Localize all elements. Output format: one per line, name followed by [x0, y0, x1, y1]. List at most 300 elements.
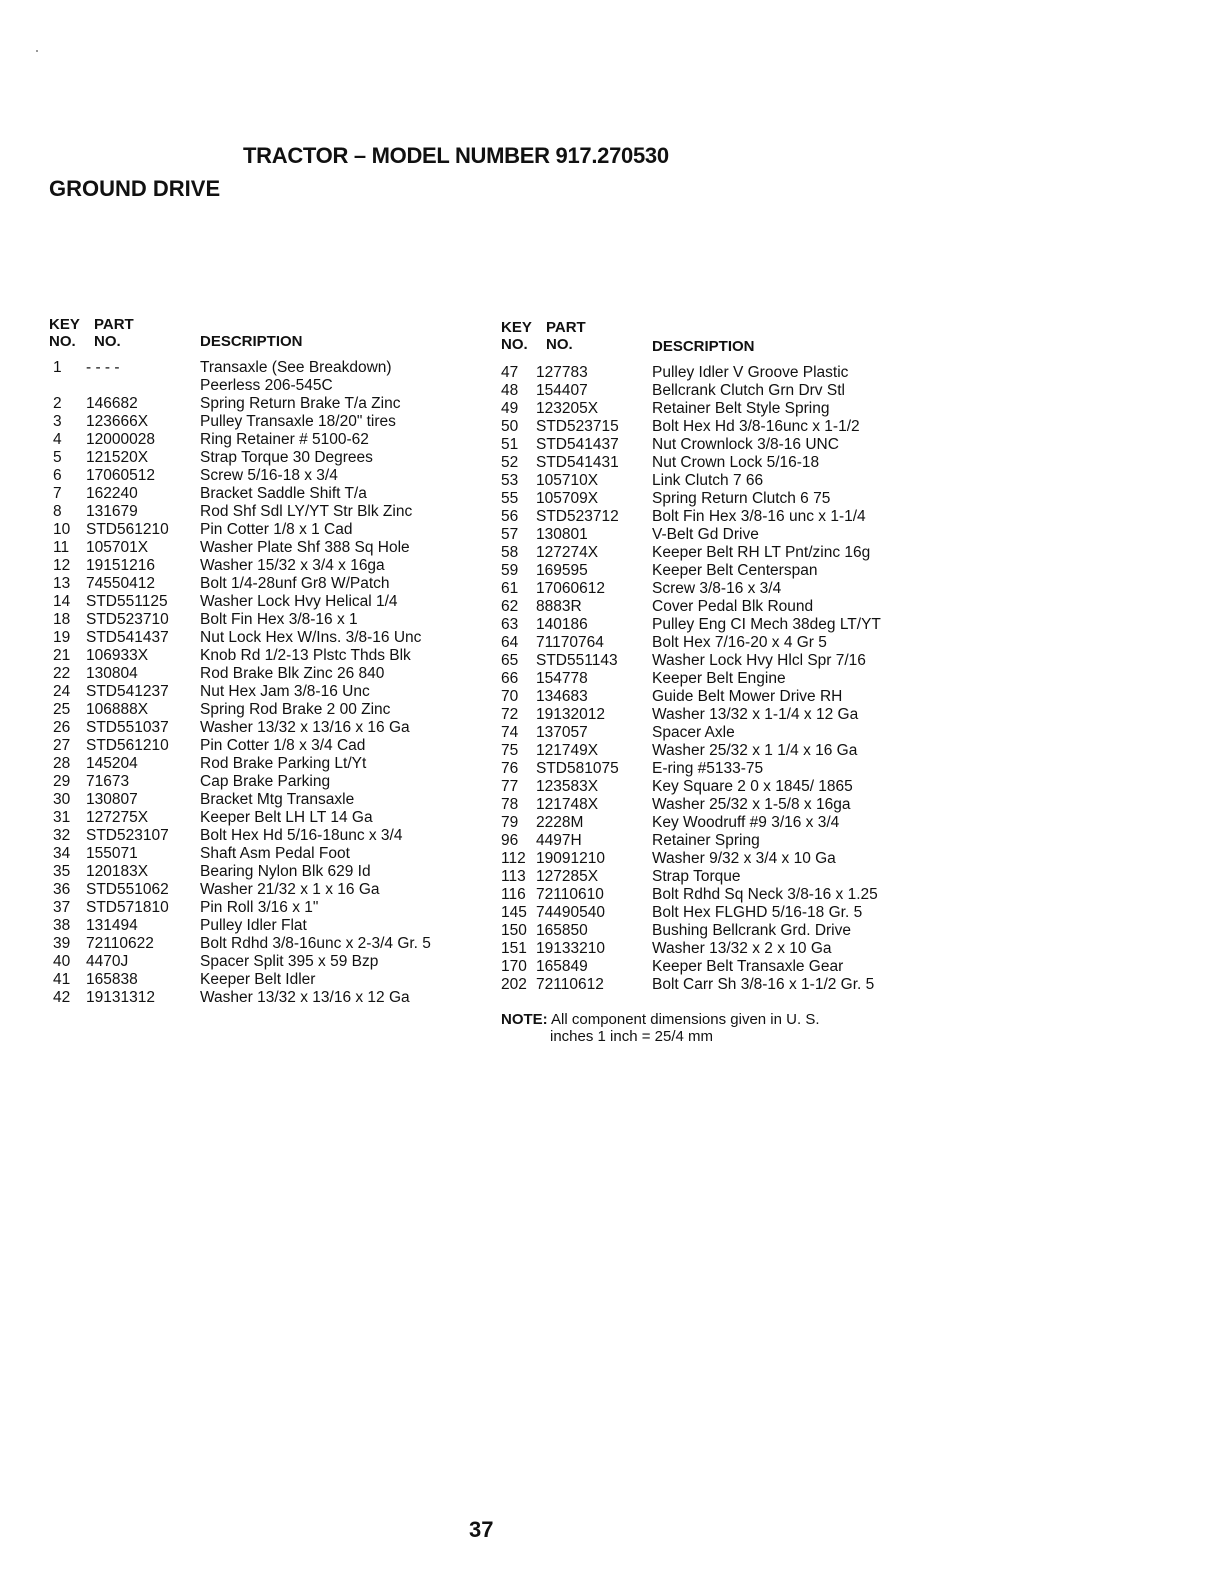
part-no: 162240: [86, 485, 138, 502]
part-no: 72110622: [86, 935, 154, 952]
table-row: [49, 863, 489, 881]
key-no: 75: [501, 742, 519, 759]
parts-list-left: [49, 359, 489, 1007]
description: Guide Belt Mower Drive RH: [652, 688, 843, 705]
part-no: 165849: [536, 958, 588, 975]
table-row: [49, 845, 489, 863]
description: Spring Rod Brake 2 00 Zinc: [200, 701, 391, 718]
table-row: [501, 796, 921, 814]
description: Keeper Belt Engine: [652, 670, 786, 687]
table-row: [49, 395, 489, 413]
table-row: [501, 634, 921, 652]
table-row: [501, 814, 921, 832]
table-row: [501, 400, 921, 418]
table-row: [501, 832, 921, 850]
part-no: 123583X: [536, 778, 599, 795]
table-row: [49, 809, 489, 827]
table-row: [501, 850, 921, 868]
part-no: 17060612: [536, 580, 605, 597]
key-no: 70: [501, 688, 519, 705]
header-key-right: [501, 319, 532, 353]
description: Rod Brake Blk Zinc 26 840: [200, 665, 385, 682]
table-row: [49, 503, 489, 521]
part-no: 165850: [536, 922, 588, 939]
key-no: 8: [53, 503, 62, 520]
table-row: [49, 953, 489, 971]
description: Keeper Belt Idler: [200, 971, 316, 988]
key-no: 61: [501, 580, 519, 597]
part-no: 165838: [86, 971, 138, 988]
key-no: 14: [53, 593, 71, 610]
key-no: 76: [501, 760, 519, 777]
description: Washer 13/32 x 1-1/4 x 12 Ga: [652, 706, 859, 723]
description: Retainer Spring: [652, 832, 760, 849]
description: Link Clutch 7 66: [652, 472, 764, 489]
part-no: STD541437: [86, 629, 169, 646]
part-no: STD551037: [86, 719, 169, 736]
key-no: 32: [53, 827, 71, 844]
key-no: 112: [501, 850, 526, 867]
table-row: [501, 454, 921, 472]
description: Bolt 1/4-28unf Gr8 W/Patch: [200, 575, 390, 592]
description: Key Woodruff #9 3/16 x 3/4: [652, 814, 840, 831]
table-row: [49, 557, 489, 575]
description: Bearing Nylon Blk 629 Id: [200, 863, 371, 880]
description: Keeper Belt Transaxle Gear: [652, 958, 844, 975]
part-no: 19091210: [536, 850, 605, 867]
table-row: [501, 580, 921, 598]
key-no: 24: [53, 683, 71, 700]
key-no: 116: [501, 886, 526, 903]
key-no: 151: [501, 940, 527, 957]
part-no: 120183X: [86, 863, 149, 880]
table-row: [501, 598, 921, 616]
table-row: [501, 418, 921, 436]
key-no: 1: [53, 359, 62, 376]
description: Bracket Saddle Shift T/a: [200, 485, 367, 502]
part-no: 106888X: [86, 701, 149, 718]
description: Washer 25/32 x 1 1/4 x 16 Ga: [652, 742, 858, 759]
key-no: 28: [53, 755, 71, 772]
description: Ring Retainer # 5100-62: [200, 431, 369, 448]
part-no: STD571810: [86, 899, 169, 916]
header-key-label: KEY: [501, 319, 532, 336]
description: Pulley Idler V Groove Plastic: [652, 364, 849, 381]
table-row: [501, 760, 921, 778]
part-no: 130807: [86, 791, 138, 808]
part-no: 105701X: [86, 539, 149, 556]
table-row: [49, 773, 489, 791]
table-row: [49, 881, 489, 899]
part-no: STD551062: [86, 881, 169, 898]
table-row: [501, 706, 921, 724]
description: Spacer Axle: [652, 724, 735, 741]
header-part-right: [546, 319, 586, 353]
part-no: 17060512: [86, 467, 155, 484]
key-no: 30: [53, 791, 71, 808]
header-no-label: NO.: [501, 336, 528, 353]
key-no: 150: [501, 922, 527, 939]
description: Washer Lock Hvy Hlcl Spr 7/16: [652, 652, 866, 669]
key-no: 51: [501, 436, 519, 453]
part-no: STD561210: [86, 737, 169, 754]
key-no: 29: [53, 773, 71, 790]
key-no: 31: [53, 809, 71, 826]
description: Bolt Rdhd Sq Neck 3/8-16 x 1.25: [652, 886, 878, 903]
description: Knob Rd 1/2-13 Plstc Thds Blk: [200, 647, 411, 664]
part-no: 154407: [536, 382, 588, 399]
part-no: 74490540: [536, 904, 605, 921]
part-no: 2228M: [536, 814, 584, 831]
key-no: 55: [501, 490, 519, 507]
part-no: 145204: [86, 755, 138, 772]
part-no: 4470J: [86, 953, 129, 970]
description: Keeper Belt LH LT 14 Ga: [200, 809, 373, 826]
part-no: 140186: [536, 616, 588, 633]
part-no: 123666X: [86, 413, 149, 430]
description: Screw 3/8-16 x 3/4: [652, 580, 782, 597]
header-no-label: NO.: [94, 333, 121, 350]
part-no: 121748X: [536, 796, 599, 813]
key-no: 113: [501, 868, 526, 885]
header-description-right: DESCRIPTION: [652, 338, 755, 355]
description: Washer Lock Hvy Helical 1/4: [200, 593, 398, 610]
part-no: 71170764: [536, 634, 604, 651]
key-no: 4: [53, 431, 62, 448]
description: Washer 9/32 x 3/4 x 10 Ga: [652, 850, 836, 867]
table-row: [49, 359, 489, 377]
table-row: [49, 377, 489, 395]
description: Pulley Idler Flat: [200, 917, 307, 934]
key-no: 10: [53, 521, 71, 538]
part-no: 105710X: [536, 472, 599, 489]
part-no: STD561210: [86, 521, 169, 538]
part-no: 71673: [86, 773, 130, 790]
table-row: [501, 922, 921, 940]
key-no: 77: [501, 778, 519, 795]
description: Nut Crownlock 3/8-16 UNC: [652, 436, 839, 453]
description: Bellcrank Clutch Grn Drv Stl: [652, 382, 845, 399]
table-row: [49, 665, 489, 683]
part-no: 74550412: [86, 575, 155, 592]
key-no: 18: [53, 611, 71, 628]
table-row: [501, 670, 921, 688]
header-no-label: NO.: [546, 336, 573, 353]
key-no: 62: [501, 598, 519, 615]
key-no: 48: [501, 382, 519, 399]
key-no: 5: [53, 449, 62, 466]
part-no: 127285X: [536, 868, 599, 885]
table-row: [49, 719, 489, 737]
key-no: 64: [501, 634, 519, 651]
key-no: 145: [501, 904, 527, 921]
table-row: [49, 683, 489, 701]
table-row: [501, 562, 921, 580]
key-no: 13: [53, 575, 71, 592]
key-no: 35: [53, 863, 71, 880]
table-row: [49, 485, 489, 503]
key-no: 42: [53, 989, 71, 1006]
description: Pulley Transaxle 18/20" tires: [200, 413, 396, 430]
description: Peerless 206-545C: [200, 377, 333, 394]
description: Bolt Hex 7/16-20 x 4 Gr 5: [652, 634, 827, 651]
part-no: - - - -: [86, 359, 120, 376]
description: Washer 13/32 x 2 x 10 Ga: [652, 940, 832, 957]
table-row: [49, 629, 489, 647]
description: Bolt Hex Hd 3/8-16unc x 1-1/2: [652, 418, 860, 435]
key-no: 39: [53, 935, 71, 952]
table-row: [49, 647, 489, 665]
part-no: 127275X: [86, 809, 149, 826]
table-row: [501, 382, 921, 400]
key-no: 26: [53, 719, 71, 736]
table-row: [501, 436, 921, 454]
part-no: 146682: [86, 395, 138, 412]
description: Screw 5/16-18 x 3/4: [200, 467, 338, 484]
table-row: [49, 413, 489, 431]
key-no: 40: [53, 953, 71, 970]
part-no: 123205X: [536, 400, 599, 417]
part-no: STD523712: [536, 508, 619, 525]
description: V-Belt Gd Drive: [652, 526, 759, 543]
description: Bolt Fin Hex 3/8-16 x 1: [200, 611, 358, 628]
page-number: 37: [469, 1517, 494, 1542]
description: Keeper Belt Centerspan: [652, 562, 818, 579]
key-no: 19: [53, 629, 71, 646]
part-no: 19151216: [86, 557, 155, 574]
note-line2: inches 1 inch = 25/4 mm: [550, 1028, 714, 1045]
description: Cap Brake Parking: [200, 773, 331, 790]
part-no: STD541437: [536, 436, 619, 453]
parts-list-right: [501, 364, 921, 994]
key-no: 41: [53, 971, 71, 988]
key-no: 66: [501, 670, 519, 687]
table-row: [49, 737, 489, 755]
table-row: [501, 778, 921, 796]
table-row: [501, 508, 921, 526]
key-no: 58: [501, 544, 519, 561]
description: Cover Pedal Blk Round: [652, 598, 814, 615]
key-no: 12: [53, 557, 71, 574]
part-no: 121749X: [536, 742, 599, 759]
key-no: 56: [501, 508, 519, 525]
description: Keeper Belt RH LT Pnt/zinc 16g: [652, 544, 871, 561]
description: Pin Roll 3/16 x 1": [200, 899, 319, 916]
part-no: 4497H: [536, 832, 582, 849]
key-no: 36: [53, 881, 71, 898]
description: Nut Hex Jam 3/8-16 Unc: [200, 683, 370, 700]
table-row: [49, 791, 489, 809]
part-no: 154778: [536, 670, 588, 687]
key-no: 38: [53, 917, 71, 934]
key-no: 72: [501, 706, 519, 723]
header-no-label: NO.: [49, 333, 76, 350]
description: Rod Shf Sdl LY/YT Str Blk Zinc: [200, 503, 413, 520]
table-row: [49, 827, 489, 845]
key-no: 53: [501, 472, 519, 489]
part-no: STD541431: [536, 454, 619, 471]
part-no: 131494: [86, 917, 138, 934]
key-no: 34: [53, 845, 71, 862]
key-no: 11: [53, 539, 70, 556]
description: Bolt Rdhd 3/8-16unc x 2-3/4 Gr. 5: [200, 935, 431, 952]
note: [501, 1011, 820, 1045]
part-no: 134683: [536, 688, 588, 705]
scan-speck: [36, 50, 38, 52]
header-description-left: DESCRIPTION: [200, 333, 303, 350]
part-no: 127783: [536, 364, 588, 381]
key-no: 47: [501, 364, 519, 381]
table-row: [501, 724, 921, 742]
key-no: 49: [501, 400, 519, 417]
part-no: STD581075: [536, 760, 619, 777]
table-row: [501, 958, 921, 976]
table-row: [501, 742, 921, 760]
table-row: [501, 472, 921, 490]
part-no: 19131312: [86, 989, 155, 1006]
key-no: 3: [53, 413, 62, 430]
part-no: STD523107: [86, 827, 169, 844]
part-no: 169595: [536, 562, 588, 579]
part-no: STD523710: [86, 611, 169, 628]
description: Bracket Mtg Transaxle: [200, 791, 355, 808]
key-no: 27: [53, 737, 71, 754]
table-row: [49, 899, 489, 917]
key-no: 21: [53, 647, 71, 664]
description: Shaft Asm Pedal Foot: [200, 845, 350, 862]
key-no: 50: [501, 418, 519, 435]
table-row: [49, 431, 489, 449]
part-no: 12000028: [86, 431, 155, 448]
part-no: 19132012: [536, 706, 605, 723]
part-no: 72110612: [536, 976, 604, 993]
note-label: NOTE:: [501, 1011, 548, 1028]
key-no: 7: [53, 485, 62, 502]
key-no: 74: [501, 724, 519, 741]
part-no: 130804: [86, 665, 138, 682]
key-no: 65: [501, 652, 519, 669]
table-row: [501, 688, 921, 706]
description: Washer 13/32 x 13/16 x 12 Ga: [200, 989, 410, 1006]
header-key-left: [49, 316, 80, 350]
table-row: [49, 449, 489, 467]
key-no: 79: [501, 814, 519, 831]
table-row: [49, 755, 489, 773]
part-no: 131679: [86, 503, 138, 520]
part-no: 137057: [536, 724, 588, 741]
table-row: [501, 652, 921, 670]
table-row: [49, 611, 489, 629]
table-row: [501, 976, 921, 994]
description: Transaxle (See Breakdown): [200, 359, 392, 376]
key-no: 78: [501, 796, 519, 813]
table-row: [501, 868, 921, 886]
description: Bushing Bellcrank Grd. Drive: [652, 922, 851, 939]
table-row: [501, 544, 921, 562]
part-no: STD551125: [86, 593, 168, 610]
header-key-label: KEY: [49, 316, 80, 333]
description: Bolt Hex FLGHD 5/16-18 Gr. 5: [652, 904, 863, 921]
description: Strap Torque 30 Degrees: [200, 449, 373, 466]
description: Pin Cotter 1/8 x 3/4 Cad: [200, 737, 366, 754]
description: Spring Return Clutch 6 75: [652, 490, 831, 507]
description: Rod Brake Parking Lt/Yt: [200, 755, 367, 772]
part-no: 127274X: [536, 544, 599, 561]
part-no: STD551143: [536, 652, 618, 669]
table-row: [49, 521, 489, 539]
header-part-label: PART: [94, 316, 134, 333]
key-no: 22: [53, 665, 71, 682]
table-row: [49, 701, 489, 719]
note-line1: All component dimensions given in U. S.: [551, 1011, 820, 1028]
table-row: [49, 575, 489, 593]
description: Key Square 2 0 x 1845/ 1865: [652, 778, 853, 795]
table-row: [49, 593, 489, 611]
description: Washer 21/32 x 1 x 16 Ga: [200, 881, 380, 898]
part-no: 72110610: [536, 886, 604, 903]
key-no: 96: [501, 832, 519, 849]
part-no: 121520X: [86, 449, 149, 466]
key-no: 202: [501, 976, 527, 993]
key-no: 2: [53, 395, 62, 412]
description: Strap Torque: [652, 868, 741, 885]
description: Bolt Hex Hd 5/16-18unc x 3/4: [200, 827, 403, 844]
table-row: [501, 490, 921, 508]
table-row: [49, 539, 489, 557]
table-row: [501, 364, 921, 382]
table-row: [49, 935, 489, 953]
section-title: GROUND DRIVE: [49, 176, 221, 201]
part-no: STD523715: [536, 418, 619, 435]
description: Spring Return Brake T/a Zinc: [200, 395, 401, 412]
part-no: 19133210: [536, 940, 605, 957]
description: Washer 15/32 x 3/4 x 16ga: [200, 557, 385, 574]
key-no: 63: [501, 616, 519, 633]
header-part-left: [94, 316, 134, 350]
key-no: 6: [53, 467, 62, 484]
description: E-ring #5133-75: [652, 760, 764, 777]
table-row: [501, 940, 921, 958]
key-no: 52: [501, 454, 519, 471]
table-row: [49, 971, 489, 989]
description: Washer 13/32 x 13/16 x 16 Ga: [200, 719, 410, 736]
description: Pulley Eng CI Mech 38deg LT/YT: [652, 616, 881, 633]
part-no: 155071: [86, 845, 138, 862]
table-row: [501, 886, 921, 904]
part-no: 8883R: [536, 598, 582, 615]
description: Bolt Carr Sh 3/8-16 x 1-1/2 Gr. 5: [652, 976, 875, 993]
table-row: [49, 989, 489, 1007]
table-row: [49, 467, 489, 485]
key-no: 59: [501, 562, 519, 579]
table-row: [501, 904, 921, 922]
description: Pin Cotter 1/8 x 1 Cad: [200, 521, 353, 538]
key-no: 170: [501, 958, 527, 975]
page-title: TRACTOR – MODEL NUMBER 917.270530: [243, 143, 669, 168]
part-no: STD541237: [86, 683, 169, 700]
key-no: 25: [53, 701, 71, 718]
table-row: [501, 526, 921, 544]
description: Bolt Fin Hex 3/8-16 unc x 1-1/4: [652, 508, 866, 525]
description: Retainer Belt Style Spring: [652, 400, 830, 417]
table-row: [501, 616, 921, 634]
part-no: 130801: [536, 526, 588, 543]
table-row: [49, 917, 489, 935]
header-part-label: PART: [546, 319, 586, 336]
part-no: 105709X: [536, 490, 599, 507]
description: Nut Crown Lock 5/16-18: [652, 454, 820, 471]
description: Washer Plate Shf 388 Sq Hole: [200, 539, 410, 556]
